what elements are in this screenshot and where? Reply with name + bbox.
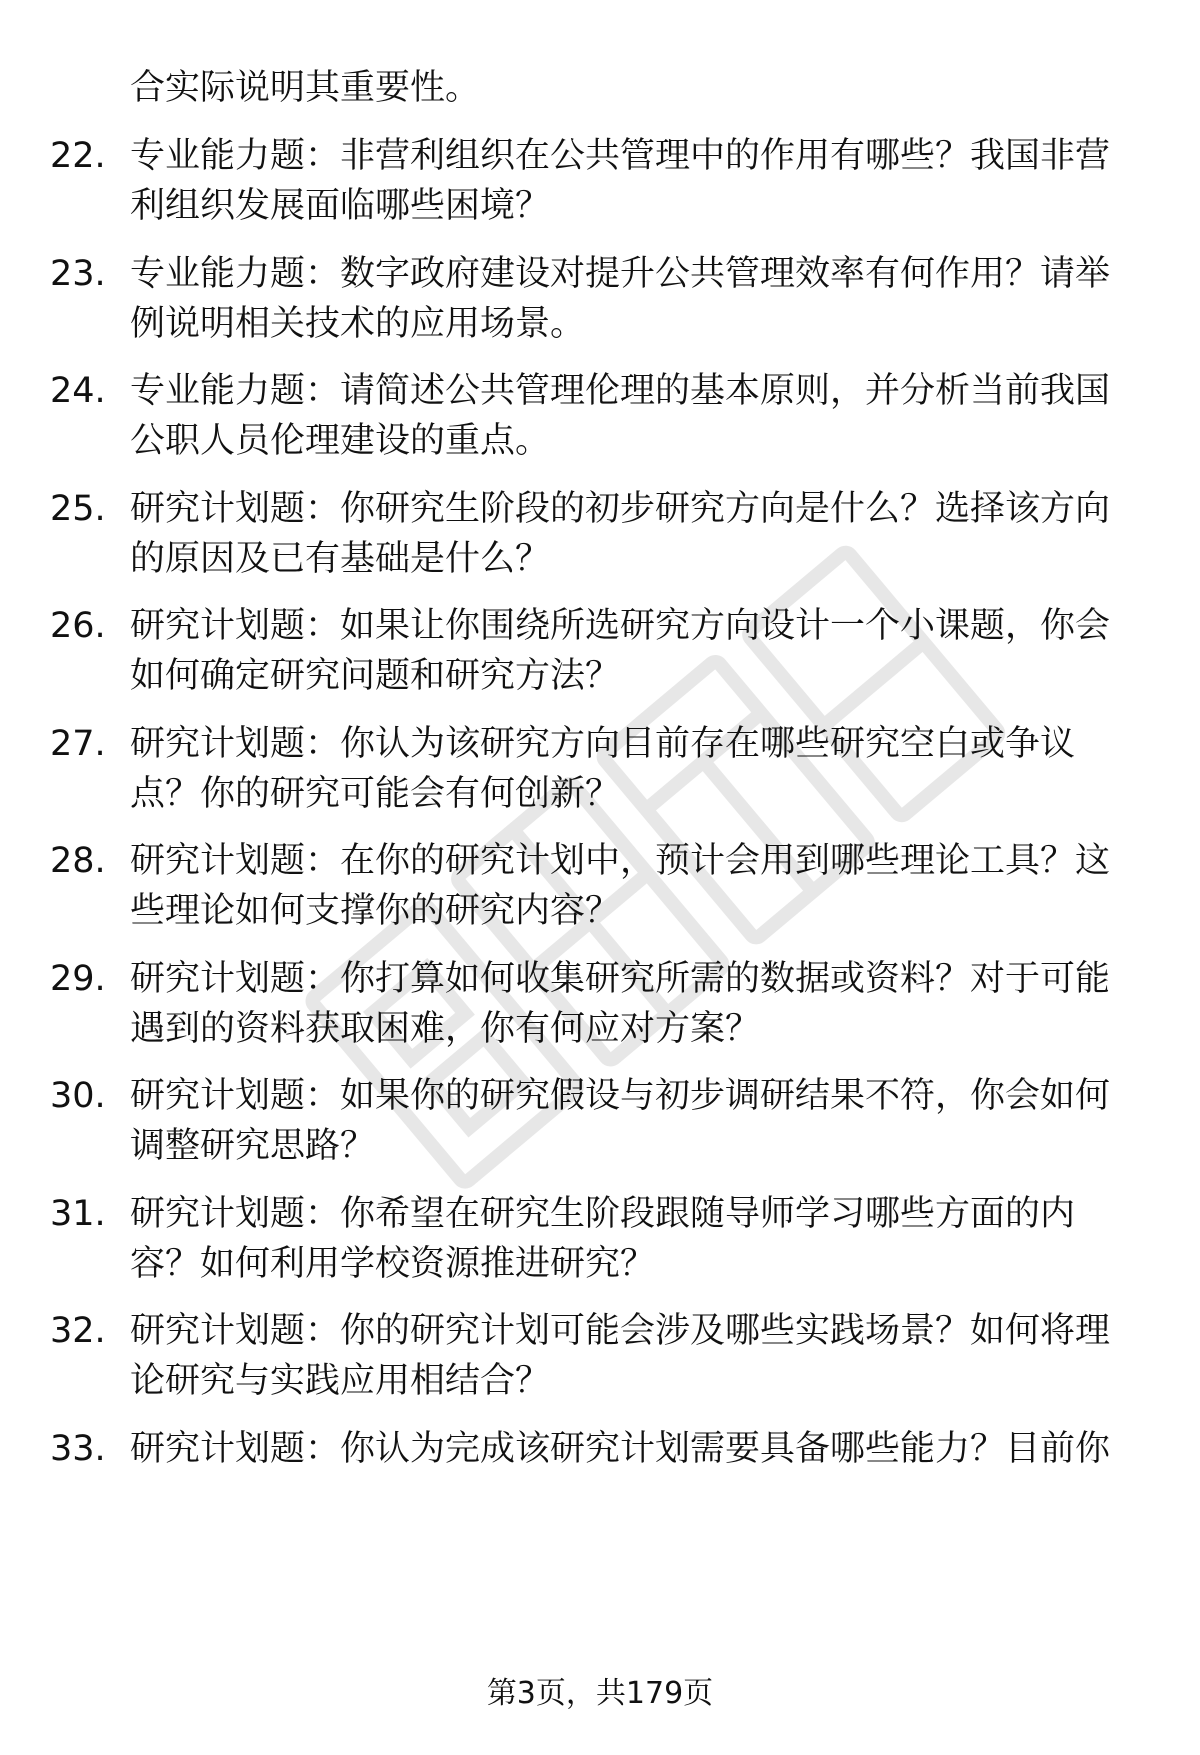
item-text-line: 专业能力题：数字政府建设对提升公共管理效率有何作用？请举: [130, 254, 1111, 294]
item-text-line: 研究计划题：如果让你围绕所选研究方向设计一个小课题，你会: [130, 606, 1111, 646]
item-text-line: 公职人员伦理建设的重点。: [130, 421, 551, 461]
item-number: 24.: [50, 371, 106, 411]
item-text-line: 遇到的资料获取困难，你有何应对方案？: [130, 1009, 761, 1049]
item-text-line: 研究计划题：你的研究计划可能会涉及哪些实践场景？如何将理: [130, 1311, 1111, 1351]
item-text-line: 研究计划题：你研究生阶段的初步研究方向是什么？选择该方向: [130, 489, 1111, 529]
page-number-footer: 第3页，共179页: [486, 1676, 714, 1711]
item-number: 28.: [50, 841, 106, 881]
item-text-line: 研究计划题：你打算如何收集研究所需的数据或资料？对于可能: [130, 959, 1111, 999]
item-text-line: 研究计划题：你希望在研究生阶段跟随导师学习哪些方面的内: [130, 1194, 1076, 1234]
item-text-line: 例说明相关技术的应用场景。: [130, 304, 586, 344]
continuation-text: 合实际说明其重要性。: [130, 68, 481, 108]
item-number: 26.: [50, 606, 106, 646]
item-text-line: 专业能力题：非营利组织在公共管理中的作用有哪些？我国非营: [130, 136, 1111, 176]
item-text-line: 如何确定研究问题和研究方法？: [130, 656, 621, 696]
item-text-line: 研究计划题：你认为该研究方向目前存在哪些研究空白或争议: [130, 724, 1076, 764]
item-text-line: 调整研究思路？: [130, 1126, 376, 1166]
item-number: 27.: [50, 724, 106, 764]
item-number: 31.: [50, 1194, 106, 1234]
list-item: [0, 131, 1200, 241]
list-item: [0, 601, 1200, 711]
item-number: 33.: [50, 1429, 106, 1469]
item-text-line: 研究计划题：你认为完成该研究计划需要具备哪些能力？目前你: [130, 1429, 1111, 1469]
item-text-line: 研究计划题：如果你的研究假设与初步调研结果不符，你会如何: [130, 1076, 1111, 1116]
list-item: [0, 1189, 1200, 1299]
item-text-line: 些理论如何支撑你的研究内容？: [130, 891, 621, 931]
list-item: [0, 249, 1200, 359]
list-item: [0, 954, 1200, 1064]
list-item: [0, 484, 1200, 594]
item-number: 29.: [50, 959, 106, 999]
list-item: [0, 719, 1200, 829]
item-text-line: 论研究与实践应用相结合？: [130, 1361, 551, 1401]
item-text-line: 利组织发展面临哪些困境？: [130, 186, 551, 226]
item-number: 32.: [50, 1311, 106, 1351]
item-text-line: 研究计划题：在你的研究计划中，预计会用到哪些理论工具？这: [130, 841, 1111, 881]
list-item: [0, 836, 1200, 946]
list-item: [0, 1306, 1200, 1416]
item-text-line: 专业能力题：请简述公共管理伦理的基本原则，并分析当前我国: [130, 371, 1111, 411]
item-text-line: 点？你的研究可能会有何创新？: [130, 774, 621, 814]
item-number: 25.: [50, 489, 106, 529]
item-text-line: 容？如何利用学校资源推进研究？: [130, 1244, 656, 1284]
item-number: 30.: [50, 1076, 106, 1116]
item-text-line: 的原因及已有基础是什么？: [130, 539, 551, 579]
list-item: [0, 1071, 1200, 1181]
list-item: [0, 1424, 1200, 1534]
item-number: 23.: [50, 254, 106, 294]
item-number: 22.: [50, 136, 106, 176]
list-item: [0, 366, 1200, 476]
